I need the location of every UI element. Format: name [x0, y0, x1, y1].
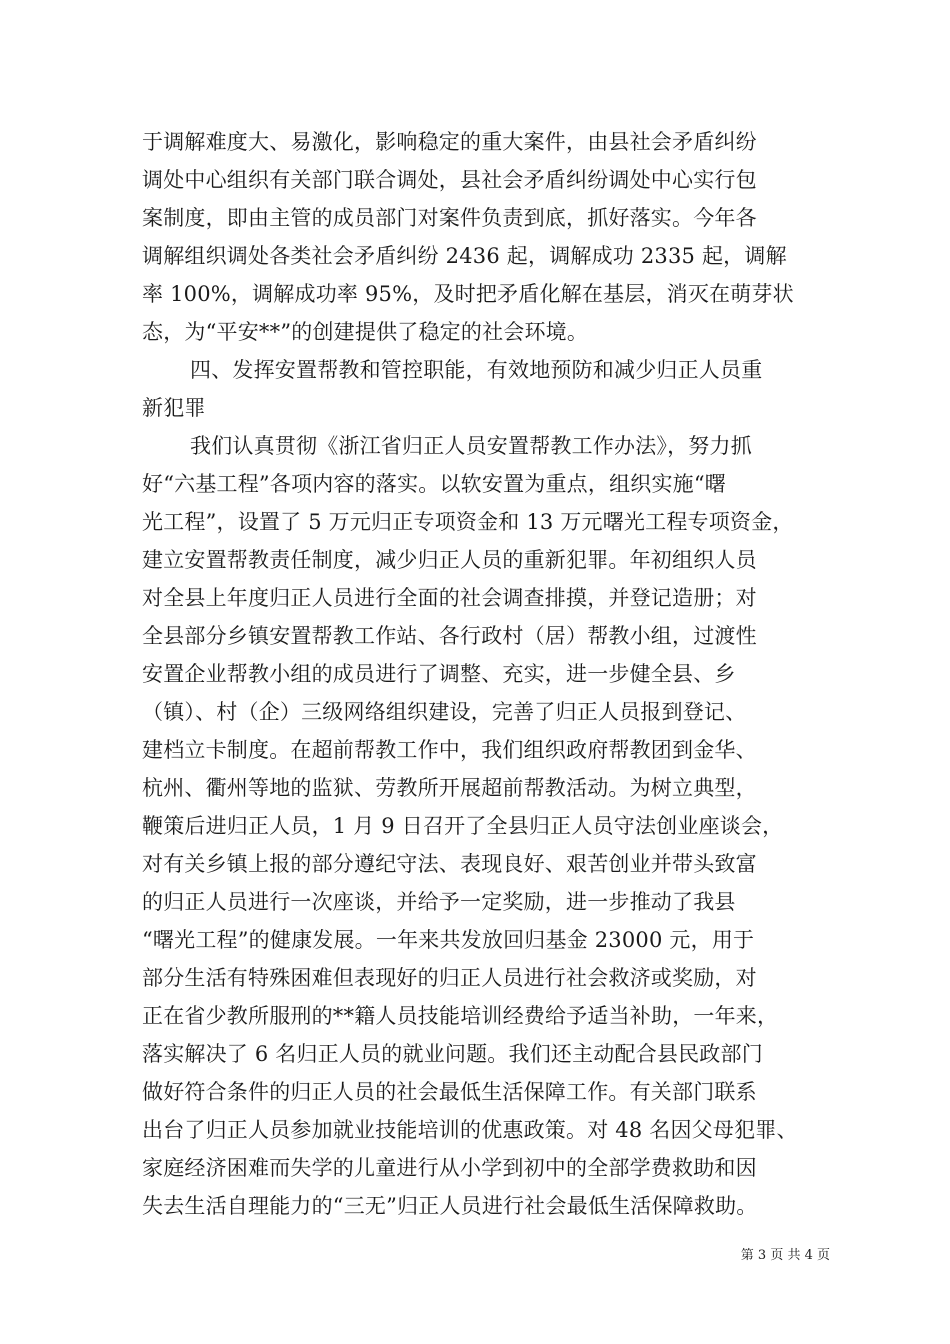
text-line-23: 部分生活有特殊困难但表现好的归正人员进行社会救济或奖励，对	[142, 966, 757, 990]
text-line-27: 出台了归正人员参加就业技能培训的优惠政策。对 48 名因父母犯罪、	[142, 1118, 798, 1142]
text-line-12: 建立安置帮教责任制度，减少归正人员的重新犯罪。年初组织人员	[142, 548, 757, 572]
text-line-18: 杭州、衢州等地的监狱、劳教所开展超前帮教活动。为树立典型，	[142, 776, 757, 800]
text-line-11: 光工程”，设置了 5 万元归正专项资金和 13 万元曙光工程专项资金，	[142, 510, 794, 534]
text-line-29: 失去生活自理能力的“三无”归正人员进行社会最低生活保障救助。	[142, 1194, 758, 1218]
text-line-17: 建档立卡制度。在超前帮教工作中，我们组织政府帮教团到金华、	[142, 738, 757, 762]
text-line-16: （镇）、村（企）三级网络组织建设，完善了归正人员报到登记、	[142, 700, 747, 724]
section-heading-line-2: 新犯罪	[142, 396, 206, 420]
text-line-6: 态，为“平安**”的创建提供了稳定的社会环境。	[142, 320, 589, 344]
text-line-5: 率 100%，调解成功率 95%，及时把矛盾化解在基层，消灭在萌芽状	[142, 282, 794, 306]
text-line-2: 调处中心组织有关部门联合调处，县社会矛盾纠纷调处中心实行包	[142, 168, 757, 192]
text-line-9: 我们认真贯彻《浙江省归正人员安置帮教工作办法》，努力抓	[190, 434, 752, 458]
text-line-10: 好“六基工程”各项内容的落实。以软安置为重点，组织实施“曙	[142, 472, 727, 496]
text-line-19: 鞭策后进归正人员，1 月 9 日召开了全县归正人员守法创业座谈会，	[142, 814, 784, 838]
text-line-25: 落实解决了 6 名归正人员的就业问题。我们还主动配合县民政部门	[142, 1042, 763, 1066]
text-line-14: 全县部分乡镇安置帮教工作站、各行政村（居）帮教小组，过渡性	[142, 624, 757, 648]
text-line-3: 案制度，即由主管的成员部门对案件负责到底，抓好落实。今年各	[142, 206, 757, 230]
text-line-24: 正在省少教所服刑的**籍人员技能培训经费给予适当补助，一年来，	[142, 1004, 779, 1028]
text-line-21: 的归正人员进行一次座谈，并给予一定奖励，进一步推动了我县	[142, 890, 736, 914]
text-line-1: 于调解难度大、易激化，影响稳定的重大案件，由县社会矛盾纠纷	[142, 130, 757, 154]
text-line-13: 对全县上年度归正人员进行全面的社会调查排摸，并登记造册；对	[142, 586, 757, 610]
text-line-4: 调解组织调处各类社会矛盾纠纷 2436 起，调解成功 2335 起，调解	[142, 244, 787, 268]
page-number-footer: 第 3 页 共 4 页	[740, 1248, 830, 1263]
text-line-28: 家庭经济困难而失学的儿童进行从小学到初中的全部学费救助和因	[142, 1156, 757, 1180]
text-line-26: 做好符合条件的归正人员的社会最低生活保障工作。有关部门联系	[142, 1080, 757, 1104]
section-heading-line-1: 四、发挥安置帮教和管控职能，有效地预防和减少归正人员重	[190, 358, 763, 382]
text-line-22: “曙光工程”的健康发展。一年来共发放回归基金 23000 元，用于	[142, 928, 755, 952]
text-line-20: 对有关乡镇上报的部分遵纪守法、表现良好、艰苦创业并带头致富	[142, 852, 757, 876]
text-line-15: 安置企业帮教小组的成员进行了调整、充实，进一步健全县、乡	[142, 662, 736, 686]
